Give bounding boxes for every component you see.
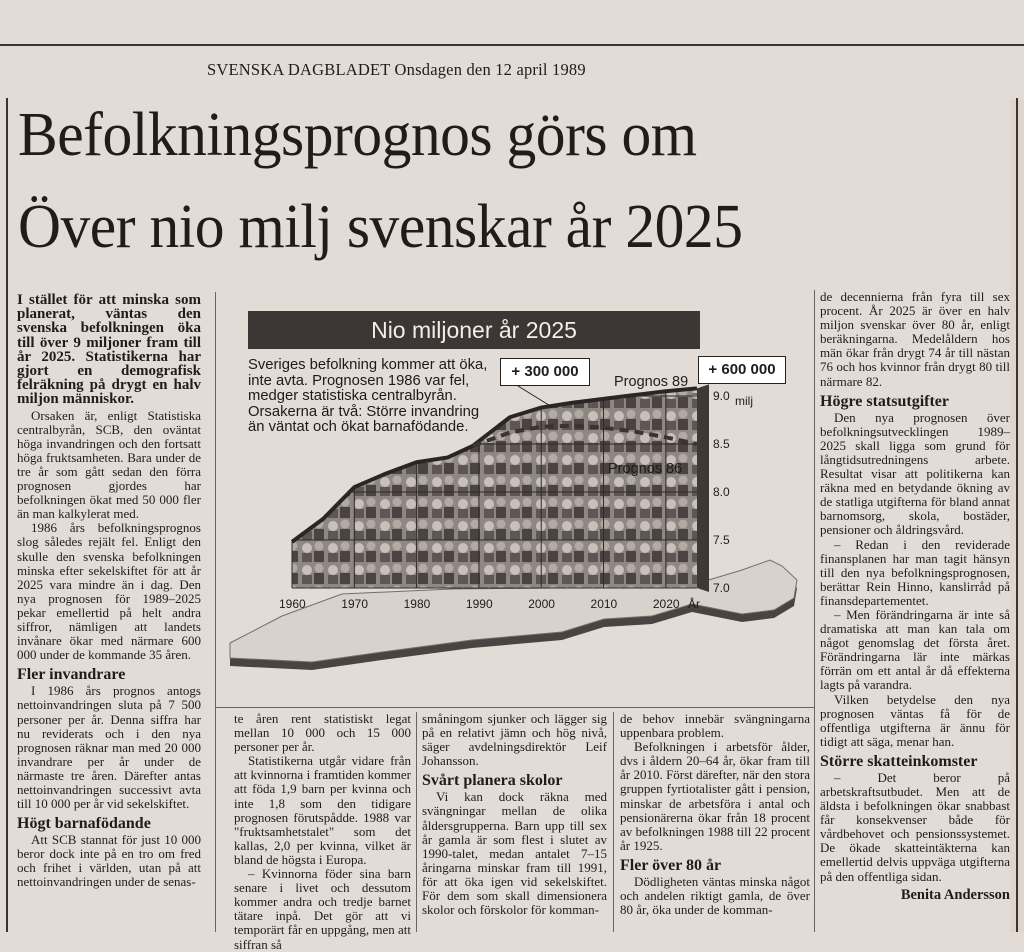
x-tick-label: 1990 (465, 597, 493, 611)
x-tick-label: 1960 (279, 597, 306, 611)
paragraph: de behov innebär svängningarna uppenbara problem. (620, 711, 810, 741)
paragraph: Orsaken är, enligt Statistiska centralbyrån, SCB, den oväntat höga invandringen och den fortsatt höga fruktsamheten. Bara under de tre år som gått sedan den förra prognosen gjordes har befolkningen ökat med 50 000 fler än man kalkylerat med. (17, 407, 201, 522)
column-3 (422, 712, 607, 917)
chart-side-wall (697, 384, 709, 592)
x-axis-unit: År (688, 597, 700, 611)
y-tick-label: 7.0 (713, 581, 730, 595)
callout-pointer (518, 386, 552, 407)
subheading-hogt-barnafodande: Högt barnafödande (17, 815, 151, 833)
series-label-prognos-86: Prognos 86 (608, 461, 683, 477)
lead-paragraph: I stället för att minska som planerat, väntas den svenska befolkningen öka till över 9 miljoner fram till år 2025. Statistikerna har gjort en demografisk felräkning på drygt en halv miljon människor. (17, 292, 201, 408)
y-axis-unit: milj (735, 394, 753, 408)
headline-line-1: Befolkningsprognos görs om (18, 101, 697, 169)
column-2 (234, 712, 411, 952)
paragraph: – Kvinnorna föder sina barn senare i livet och dessutom kommer andra och tredje barnet tätare inpå. Det gör att vi temporärt får en uppgång, men att siffran så (234, 866, 411, 952)
paragraph: 1986 års befolkningsprognos slog således rejält fel. Enligt den skulle den svenska befolkningen minska efter sekelskiftet för att år 2025 vara mindre än i dag. Den nya prognosen för 1989–2025 pekar emellertid på helt andra siffror, nämligen att landets invånare ökar med närmare 600 000 under de kommande 35 åren. (17, 520, 201, 663)
x-tick-label: 2020 (652, 597, 680, 611)
chart-title: Nio miljoner år 2025 (248, 311, 700, 349)
subheading-fler-over-80: Fler över 80 år (620, 856, 722, 874)
y-tick-label: 7.5 (713, 533, 730, 547)
y-tick-label: 9.0 (713, 389, 730, 403)
paragraph: I 1986 års prognos antogs nettoinvandringen sluta på 7 500 personer per år. Denna siffra har nu reviderats och i den nya prognosen räknar man med 20 000 invandrare per år under de närmaste tre åren. Därefter antas nettoinvandringen successivt avta till 10 000 per år vid sekelskiftet. (17, 683, 201, 812)
x-tick-label: 1980 (403, 597, 431, 611)
population-chart (222, 298, 812, 708)
callout-plus-600000: + 600 000 (698, 356, 786, 384)
paragraph: Vilken betydelse den nya prognosen väntas få för de offentliga utgifterna är ännu för tidigt att säga, menar han. (820, 691, 1010, 749)
paragraph: Dödligheten väntas minska något och andelen riktigt gamla, de över 80 år, öka under de komman- (620, 873, 810, 918)
column-4 (620, 712, 810, 917)
frame-right-rule (1016, 98, 1018, 932)
column-rule (814, 290, 815, 932)
paragraph: de decennierna från fyra till sex procent. År 2025 är över en halv miljon svenskar över 80 år, enligt beräkningarna. Medelåldern hos män ökar från drygt 74 år till nästan 76 och hos kvinnor från drygt 80 till närmare 82. (820, 289, 1010, 389)
paragraph: Att SCB stannat för just 10 000 beror dock inte på en tro om fred och frihet i världen, utan på att nettoinvandringen under de senas- (17, 832, 201, 890)
subheading-svart-planera-skolor: Svårt planera skolor (422, 772, 563, 790)
paragraph: – Redan i den reviderade finansplanen har man tagit hänsyn till den nya befolkningsprognosen, berättar Rein Hinno, kanslirråd på finansdepartementet. (820, 536, 1010, 608)
byline: Benita Andersson (900, 886, 1010, 903)
frame-left-rule (6, 98, 8, 932)
x-tick-label: 2010 (590, 597, 618, 611)
paragraph: Befolkningen i arbetsför ålder, dvs i åldern 20–64 år, ökar fram till år 2010. Först därefter, när den stora gruppen fyrtiotalister gått i pension, minskar de arbetsföra i antal och pensionärerna ökar från 18 procent av befolkningen 1988 till 22 procent år 1925. (620, 739, 810, 853)
paragraph: – Det beror på arbetskraftsutbudet. Men att de äldsta i befolkningen ökar snabbast får konsekvenser både för vårdbehovet och pensionssystemet. De ökade skatteintäkterna kan emellertid delvis uppväga utgifterna på den offentliga sidan. (820, 769, 1010, 884)
column-rule (215, 292, 216, 932)
x-tick-label: 2000 (528, 597, 555, 611)
column-1 (17, 293, 201, 890)
masthead: SVENSKA DAGBLADET Onsdagen den 12 april 1989 (207, 60, 586, 79)
paragraph: småningom sjunker och lägger sig på en relativt jämn och hög nivå, säger avdelningsdirektör Leif Johansson. (422, 711, 607, 769)
callout-plus-300000: + 300 000 (500, 358, 590, 386)
subheading-storre-skatteinkomster: Större skatteinkomster (820, 752, 978, 770)
column-5 (820, 290, 1010, 902)
chart-annotation: Sveriges befolkning kommer att öka, inte avta. Prognosen 1986 var fel, medger statistiska centralbyrån. Orsakerna är två: Större invandring än väntat och ökat barnafödande. (248, 357, 488, 436)
y-tick-label: 8.5 (713, 437, 730, 451)
paragraph: Statistikerna utgår vidare från att kvinnorna i framtiden kommer att föda 1,9 barn per kvinna och inte 1,8 som den tidigare prognosen förutspådde. 1988 var "fruktsamhetstalet" som det kallas, 2,0 per kvinna, vilket är bland de högsta i Europa. (234, 753, 411, 867)
headline-line-2: Över nio milj svenskar år 2025 (18, 193, 743, 261)
paragraph: – Men förändringarna är inte så dramatiska att man kan tala om något genomslag det första året. Förändringarna lär inte märkas förrän om ett antal år då effekterna lagts på varandra. (820, 606, 1010, 693)
top-rule (0, 44, 1024, 46)
series-label-prognos-89: Prognos 89 (614, 374, 689, 390)
y-tick-label: 8.0 (713, 485, 730, 499)
column-rule (416, 712, 417, 932)
subheading-hogre-statsutgifter: Högre statsutgifter (820, 392, 949, 410)
paragraph: Vi kan dock räkna med svängningar mellan de olika åldersgrupperna. Barn upp till sex år gamla är som flest i slutet av 1990-talet, medan antalet 7–15 åringarna minskar fram till 1991, för att öka igen vid sekelskiftet. För dem som skall dimensionera skolor och förskolor för komman- (422, 789, 607, 918)
column-rule (613, 712, 614, 932)
paragraph: te åren rent statistiskt legat mellan 10 000 och 15 000 personer per år. (234, 711, 411, 755)
x-tick-label: 1970 (341, 597, 368, 611)
subheading-fler-invandrare: Fler invandrare (17, 666, 126, 684)
paragraph: Den nya prognosen över befolkningsutvecklingen 1989–2025 skall ligga som grund för långtidsutredningens arbete. Resultat visar att politikerna kan räkna med en betydande ökning av de statliga utgifterna för bland annat barnomsorg, skola, bostäder, pensioner och åldringsvård. (820, 409, 1010, 538)
